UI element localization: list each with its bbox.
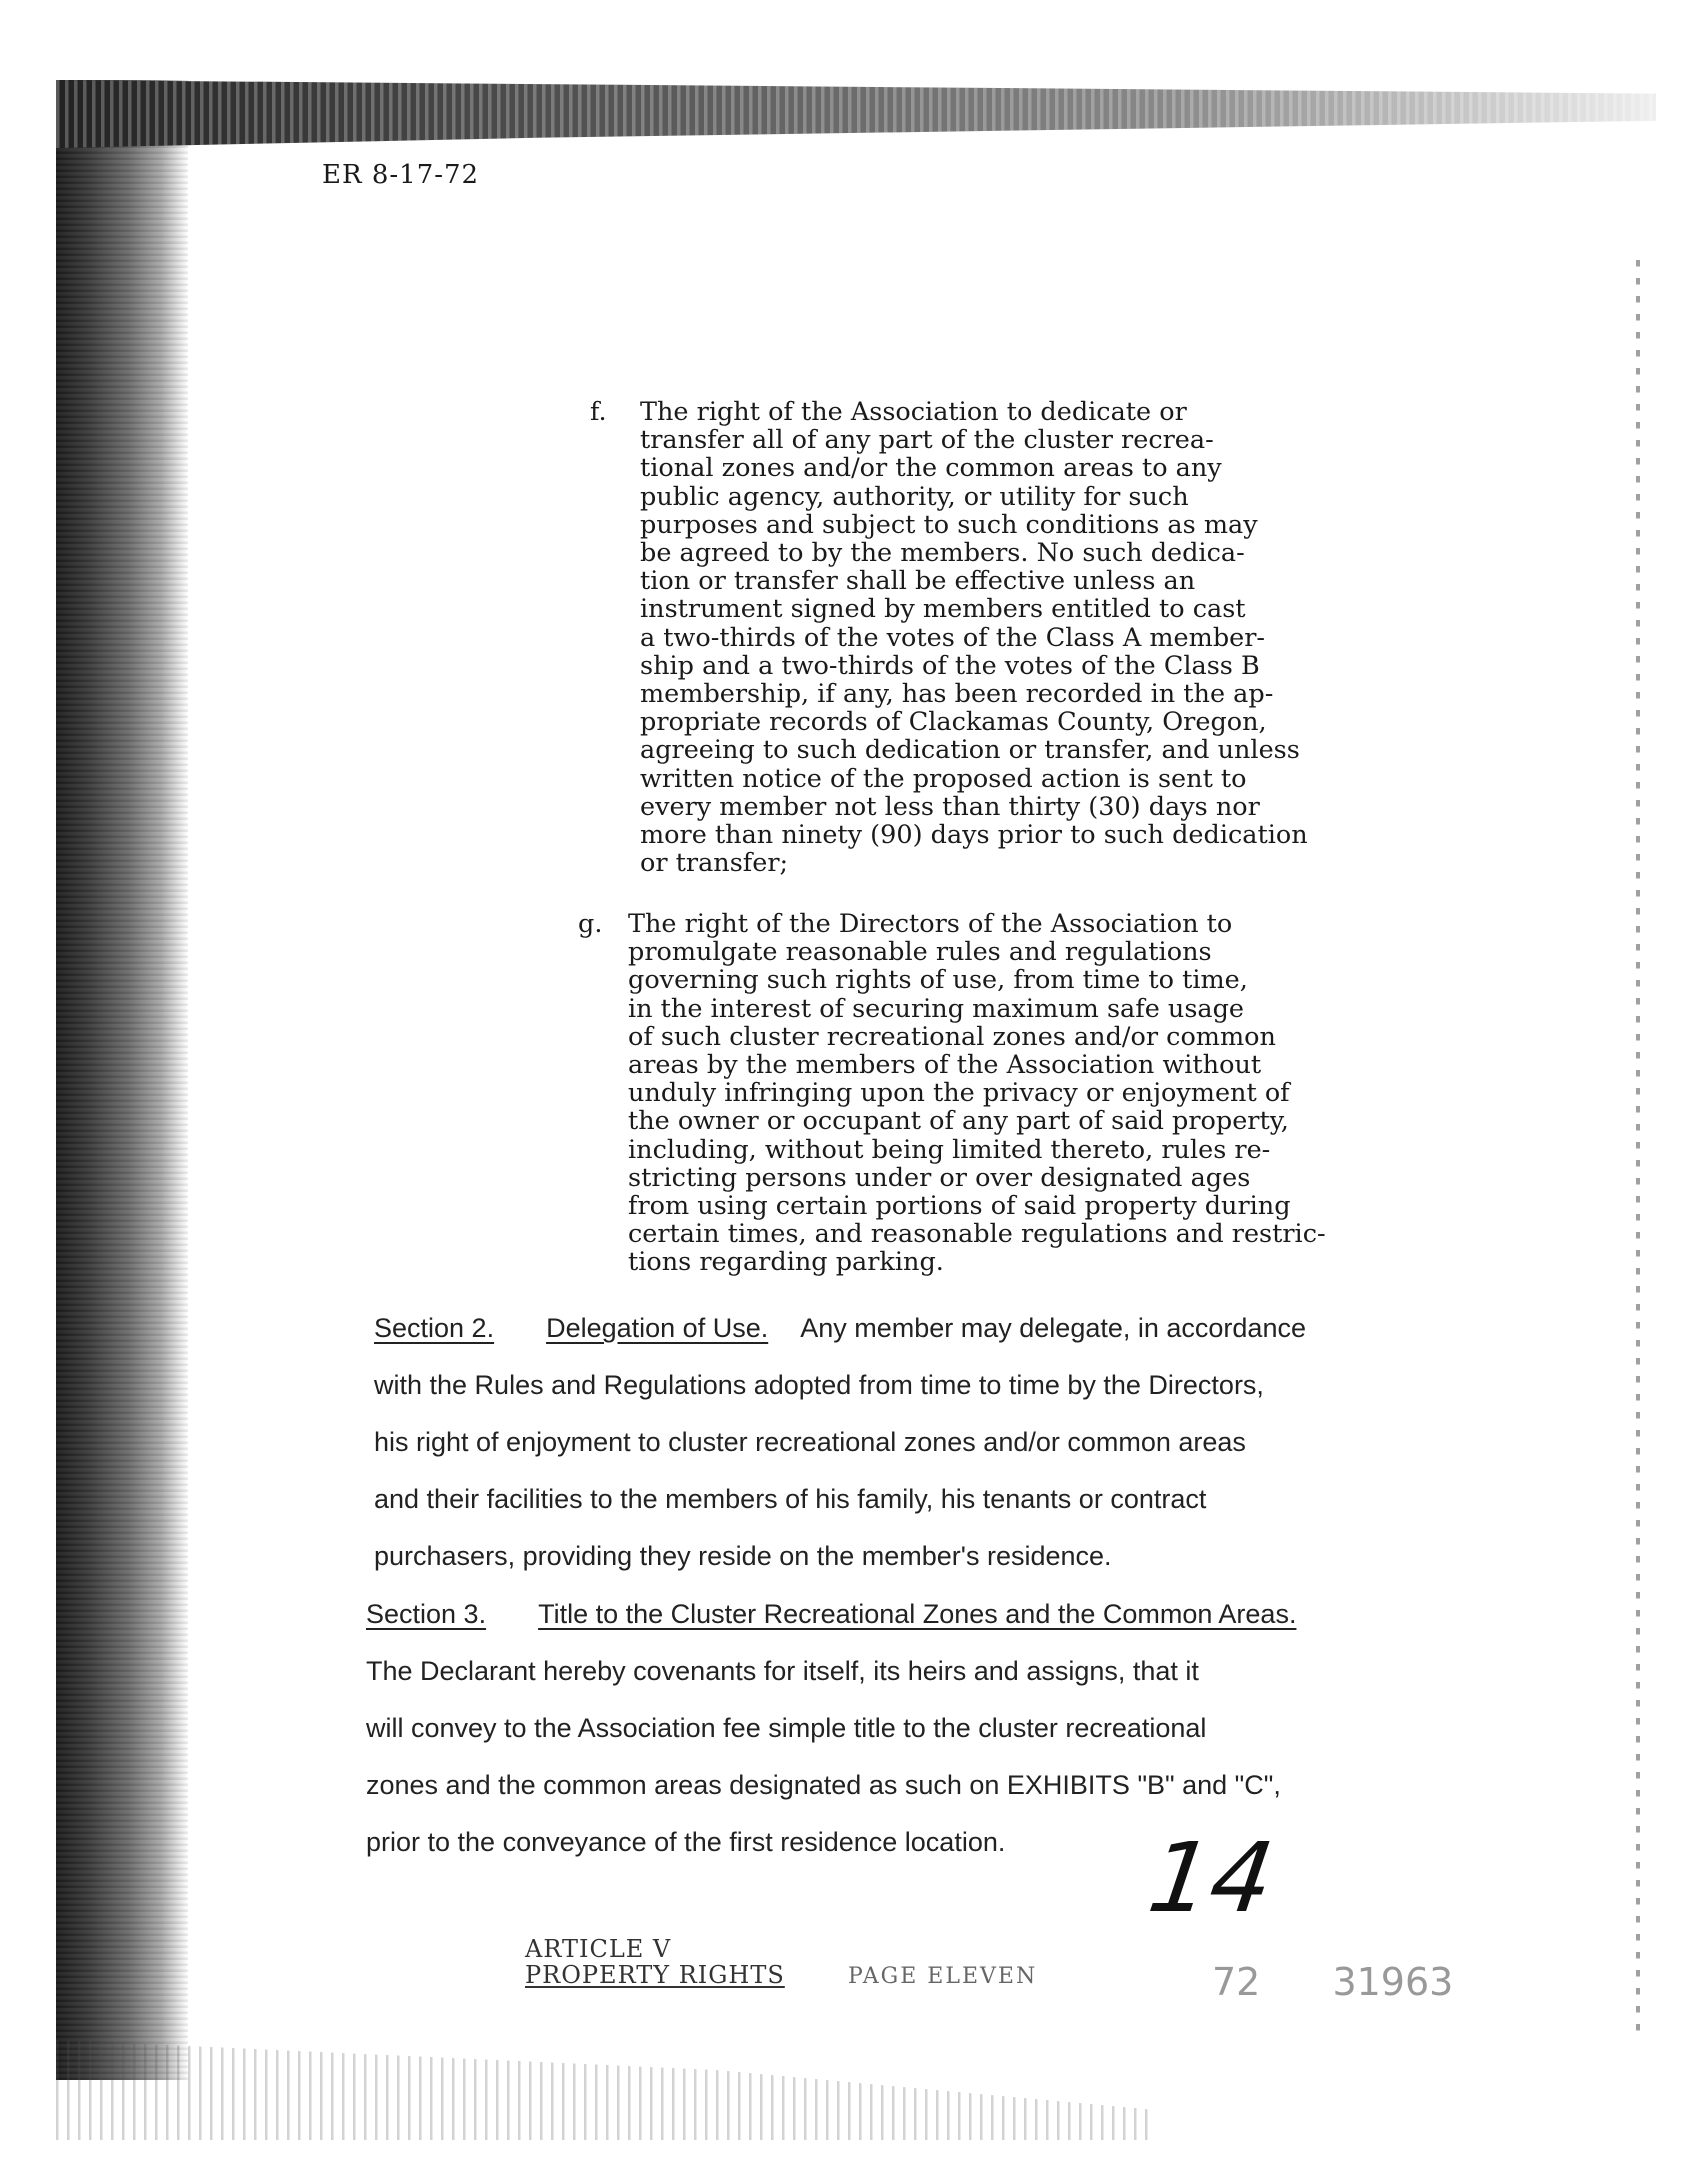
section-2 [374, 1300, 1514, 1585]
section-text: Any member may delegate, in accordance [800, 1313, 1306, 1343]
clause-line: every member not less than thirty (30) days nor [640, 791, 1260, 822]
section-line: and their facilities to the members of his family, his tenants or contract [374, 1484, 1207, 1514]
section-line [366, 1586, 1506, 1643]
scan-right-edge [1636, 260, 1640, 2040]
footer-reference [1212, 1960, 1453, 2004]
section-number: Section 2. [374, 1313, 495, 1343]
clause-line: agreeing to such dedication or transfer, and unless [640, 735, 1300, 766]
clause-line: areas by the members of the Association without [628, 1050, 1262, 1081]
clause-line: including, without being limited thereto, rules re- [628, 1134, 1271, 1165]
section-line: purchasers, providing they reside on the member's residence. [374, 1541, 1112, 1571]
clause-line: a two-thirds of the votes of the Class A member- [640, 622, 1266, 653]
footer-article [525, 1936, 785, 1988]
clause-line: more than ninety (90) days prior to such dedication [640, 820, 1308, 851]
clause-line: promulgate reasonable rules and regulations [628, 937, 1212, 968]
section-3 [366, 1586, 1506, 1871]
clause-line: or transfer; [640, 848, 789, 879]
clause-line: The right of the Directors of the Association to [628, 909, 1233, 939]
footer-ref-right: 31963 [1332, 1960, 1454, 2004]
scan-left-edge [56, 80, 188, 2080]
clause-line: public agency, authority, or utility for such [640, 481, 1189, 512]
scan-top-edge [56, 80, 1656, 148]
clause-line: in the interest of securing maximum safe usage [628, 993, 1245, 1024]
clause-line: governing such rights of use, from time to time, [628, 965, 1248, 996]
clause-line: from using certain portions of said property during [628, 1191, 1291, 1222]
clause-line: unduly infringing upon the privacy or enjoyment of [628, 1078, 1290, 1109]
clause-line: membership, if any, has been recorded in the ap- [640, 679, 1274, 710]
article-label: ARTICLE V [525, 1935, 672, 1963]
section-title: Delegation of Use. [546, 1313, 769, 1343]
clause-line: The right of the Association to dedicate or [640, 397, 1187, 427]
article-title: PROPERTY RIGHTS [525, 1961, 785, 1989]
clause-g [578, 909, 1428, 1278]
section-line: The Declarant hereby covenants for itself, its heirs and assigns, that it [366, 1656, 1199, 1686]
clause-line: instrument signed by members entitled to cast [640, 594, 1246, 625]
section-line: zones and the common areas designated as such on EXHIBITS "B" and "C", [366, 1770, 1281, 1800]
handwritten-page-number: 14 [1142, 1822, 1281, 1934]
clause-line: purposes and subject to such conditions as may [640, 509, 1258, 540]
clause-line: propriate records of Clackamas County, Oregon, [640, 707, 1267, 738]
section-line [374, 1300, 1514, 1357]
clause-line: ship and a two-thirds of the votes of the Class B [640, 650, 1260, 681]
clause-line: be agreed to by the members. No such dedica- [640, 538, 1245, 569]
section-line: will convey to the Association fee simple title to the cluster recreational [366, 1713, 1207, 1743]
section-line: his right of enjoyment to cluster recreational zones and/or common areas [374, 1427, 1246, 1457]
scan-bottom-noise [56, 2040, 1156, 2140]
clause-line: tion or transfer shall be effective unless an [640, 566, 1196, 597]
clause-line: written notice of the proposed action is sent to [640, 763, 1247, 794]
document-code: ER 8-17-72 [322, 160, 480, 190]
clause-letter: f. [590, 397, 607, 427]
clause-f [590, 397, 1440, 879]
clause-line: transfer all of any part of the cluster recrea- [640, 425, 1214, 456]
clause-line: tional zones and/or the common areas to any [640, 453, 1222, 484]
section-line: prior to the conveyance of the first residence location. [366, 1827, 1006, 1857]
section-line: with the Rules and Regulations adopted from time to time by the Directors, [374, 1370, 1264, 1400]
section-title: Title to the Cluster Recreational Zones and the Common Areas. [538, 1599, 1297, 1629]
section-number: Section 3. [366, 1599, 487, 1629]
clause-line: certain times, and reasonable regulations and restric- [628, 1219, 1326, 1250]
clause-letter: g. [578, 909, 603, 939]
clause-line: the owner or occupant of any part of said property, [628, 1106, 1289, 1137]
clause-line: stricting persons under or over designated ages [628, 1162, 1251, 1193]
clause-line: tions regarding parking. [628, 1247, 944, 1278]
footer-ref-left: 72 [1212, 1960, 1261, 2004]
clause-line: of such cluster recreational zones and/or common [628, 1021, 1276, 1052]
footer-page-label: PAGE ELEVEN [848, 1964, 1038, 1989]
